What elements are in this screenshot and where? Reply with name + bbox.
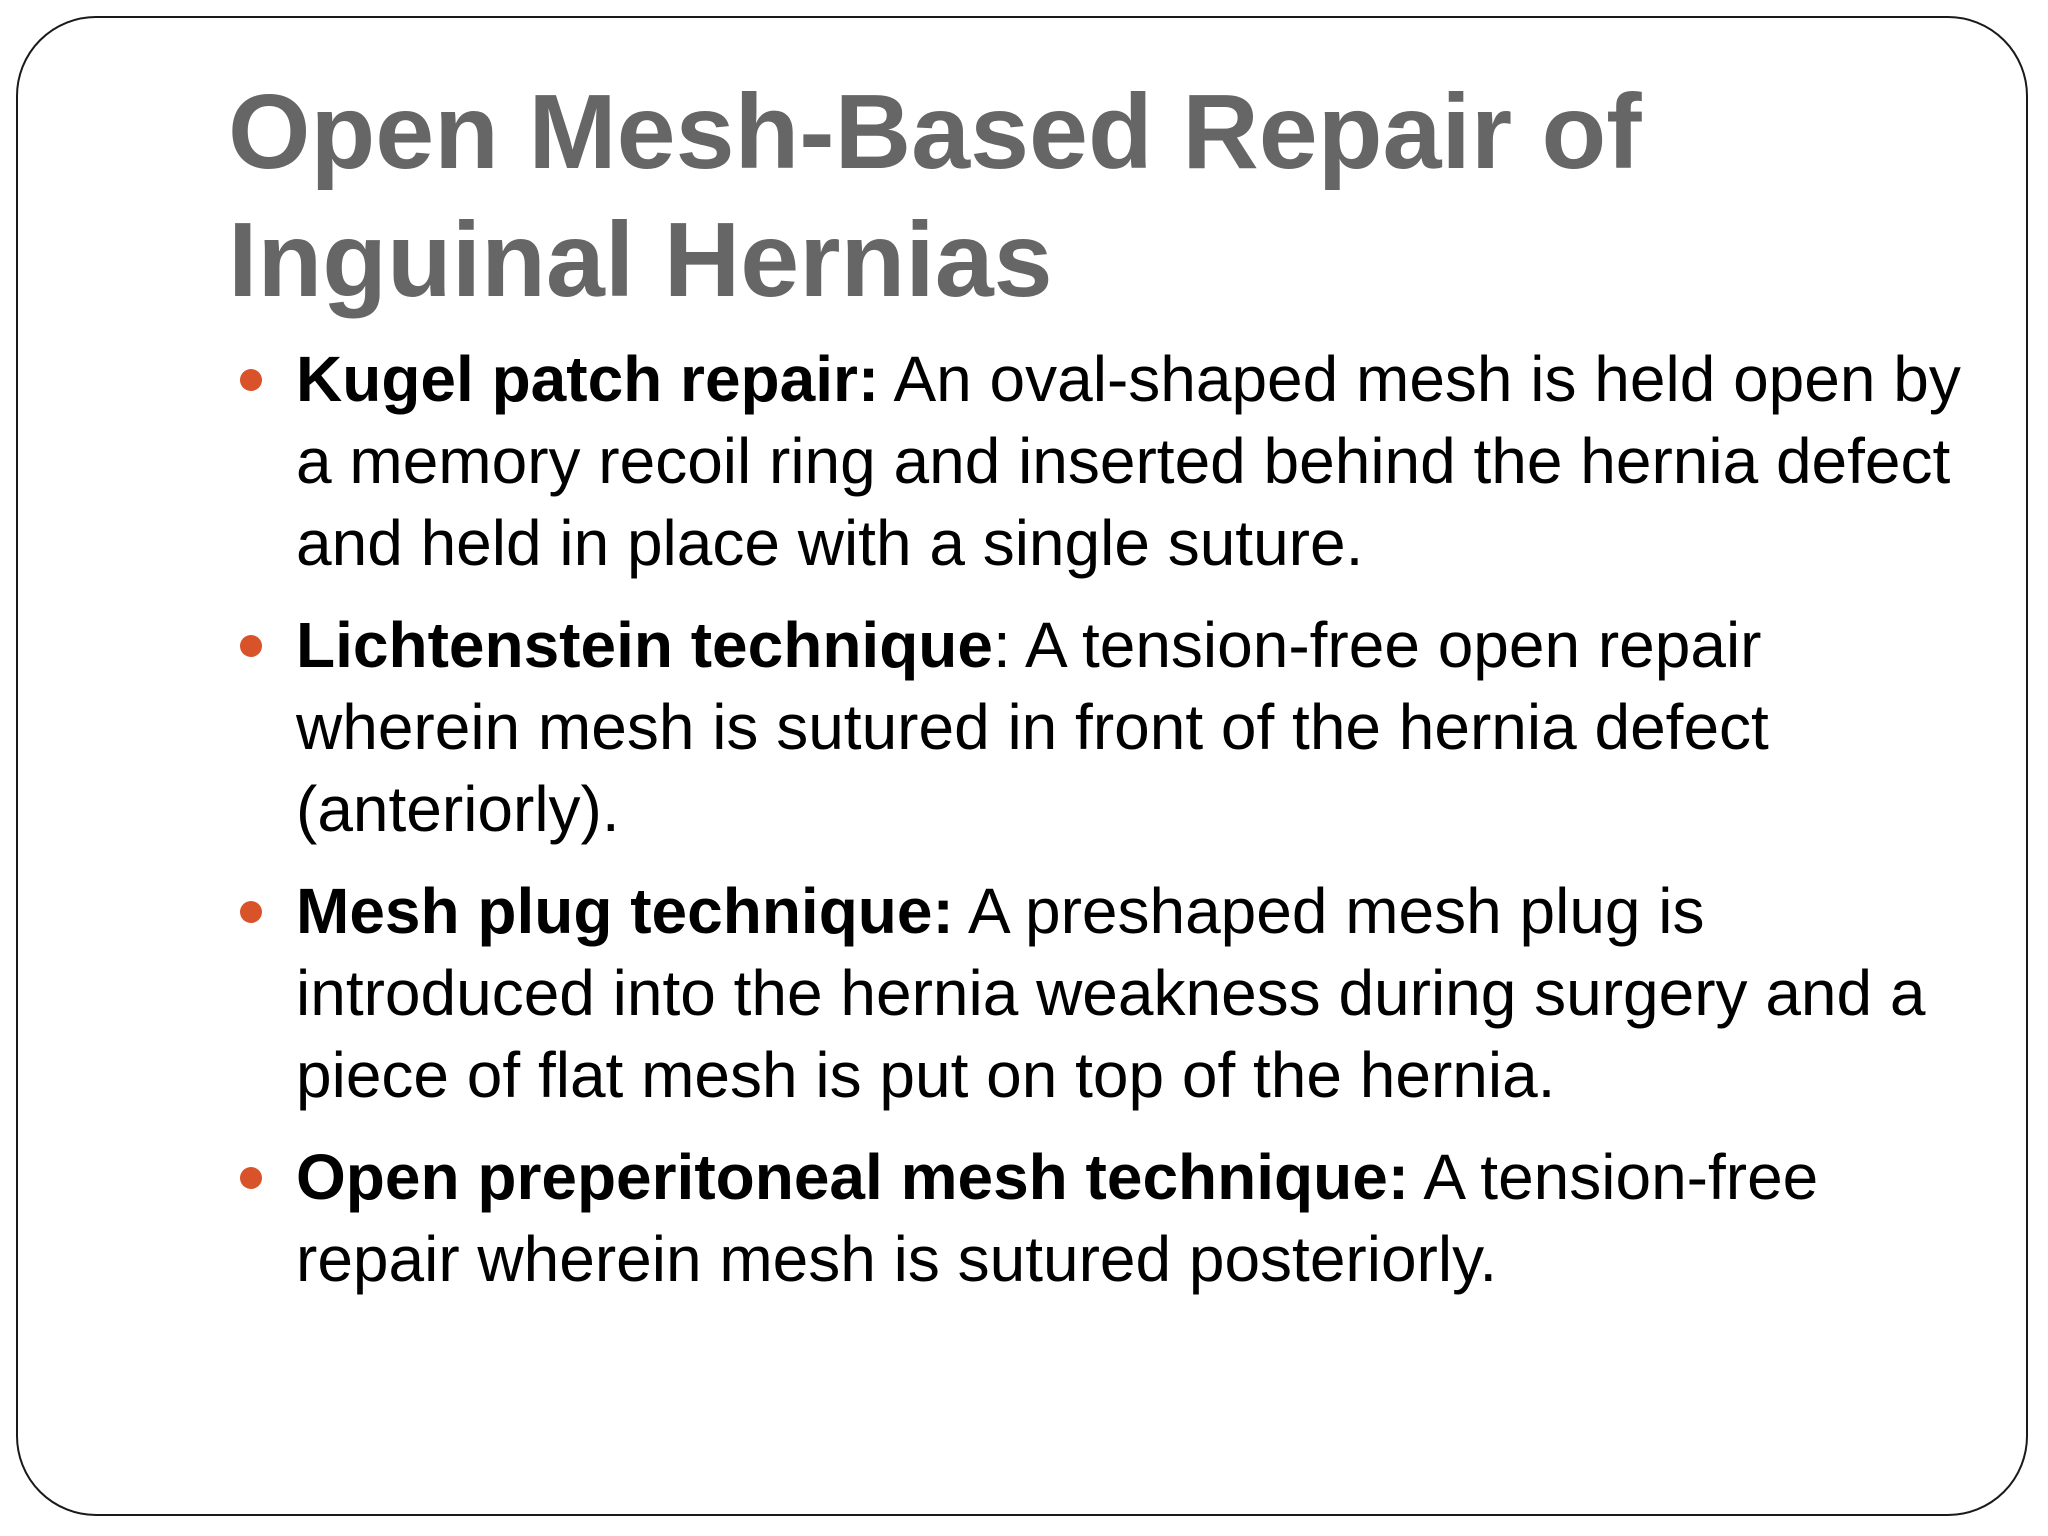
bullet-item-open-preperitoneal — [228, 1136, 1988, 1300]
slide-title: Open Mesh-Based Repair of Inguinal Hernias — [228, 73, 1642, 319]
bullet-item-lichtenstein — [228, 604, 1988, 850]
bullet-separator: : — [992, 609, 1011, 681]
bullet-dot-icon — [240, 369, 262, 391]
bullet-text: A tension-free repair wherein mesh is sutured posteriorly. — [296, 1141, 1819, 1295]
bullet-item-kugel-patch — [228, 338, 1988, 584]
bullet-text: An oval-shaped mesh is held open by a memory recoil ring and inserted behind the hernia defect and held in place with a single suture. — [296, 343, 1961, 579]
bullet-item-mesh-plug — [228, 870, 1988, 1116]
bullet-dot-icon — [240, 1167, 262, 1189]
bullet-list — [228, 338, 1988, 1320]
bullet-term: Open preperitoneal mesh technique: — [296, 1141, 1410, 1213]
bullet-term: Lichtenstein technique — [296, 609, 993, 681]
bullet-term: Kugel patch repair: — [296, 343, 880, 415]
bullet-text: A preshaped mesh plug is introduced into the hernia weakness during surgery and a piece of flat mesh is put on top of the hernia. — [296, 875, 1926, 1111]
slide-frame — [16, 16, 2028, 1516]
bullet-dot-icon — [240, 635, 262, 657]
bullet-text: A tension-free open repair wherein mesh is sutured in front of the hernia defect (anteriorly). — [296, 609, 1769, 845]
bullet-dot-icon — [240, 901, 262, 923]
bullet-term: Mesh plug technique: — [296, 875, 954, 947]
